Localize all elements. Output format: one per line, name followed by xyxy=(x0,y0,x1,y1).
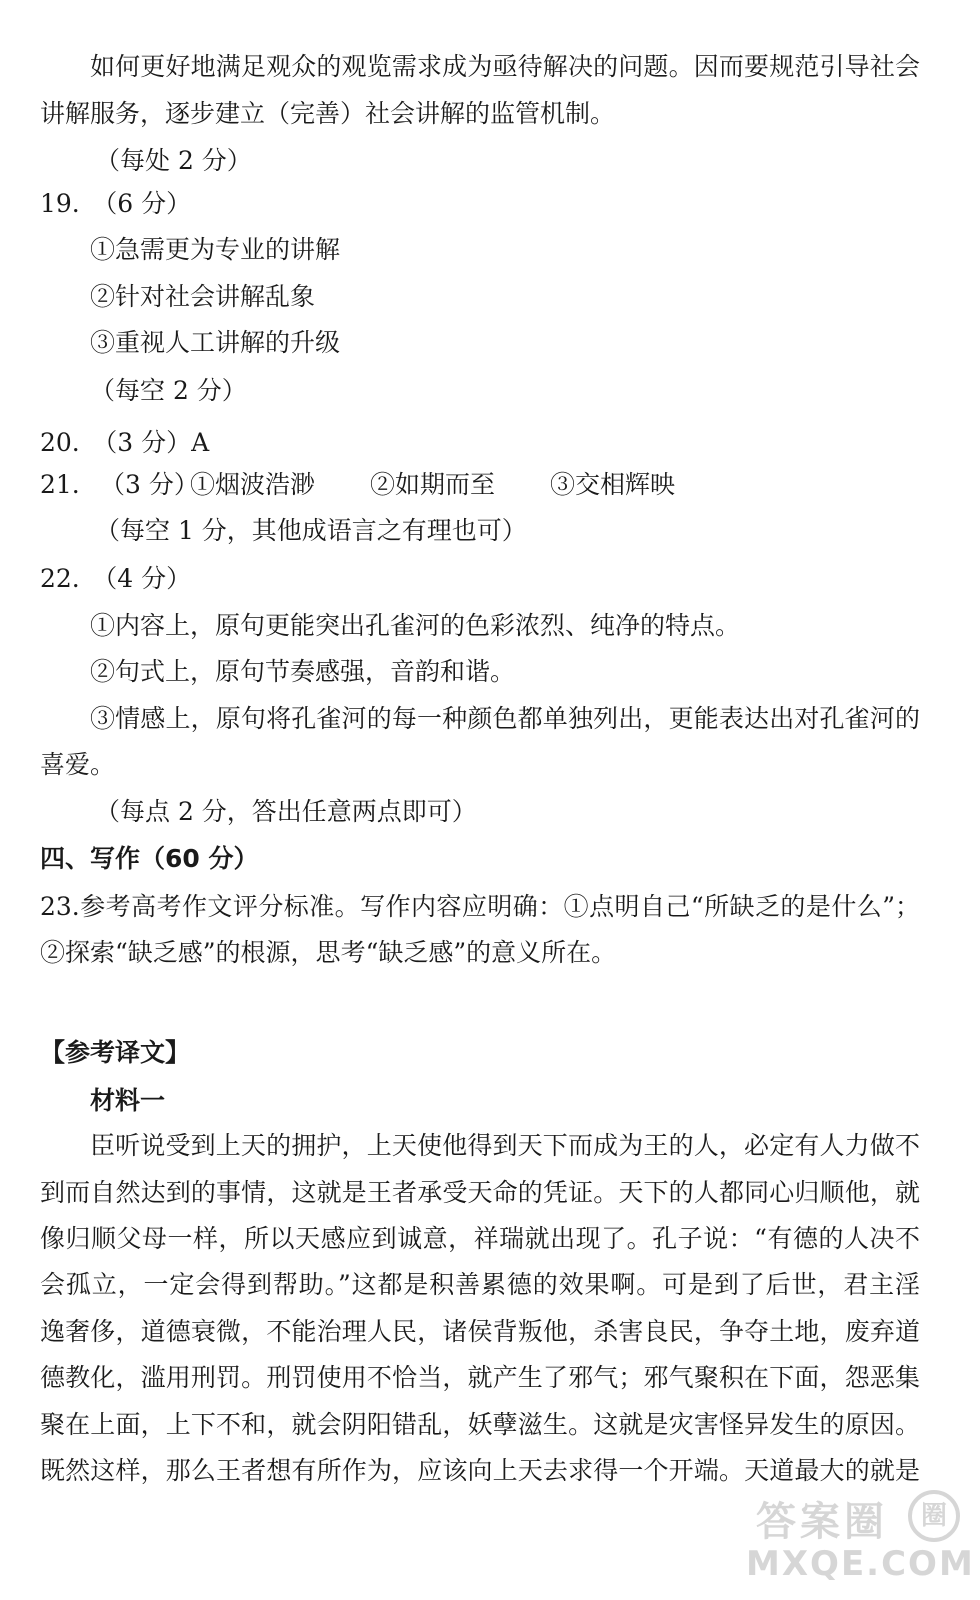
question-21-score: （3 分） xyxy=(100,470,199,499)
answer-item: ②如期而至 xyxy=(370,470,496,499)
watermark-url: MXQE.COM xyxy=(746,1544,975,1584)
text-line: 讲解服务，逐步建立（完善）社会讲解的监管机制。 xyxy=(40,99,616,128)
question-19-header: 19. （6 分） xyxy=(40,189,192,218)
site-watermark xyxy=(636,1490,975,1590)
answer-item: ②句式上，原句节奏感强，音韵和谐。 xyxy=(90,657,516,686)
answer-item: ①急需更为专业的讲解 xyxy=(90,235,341,264)
scoring-note: （每空 2 分） xyxy=(90,376,247,405)
answer-item: ③情感上，原句将孔雀河的每一种颜色都单独列出，更能表达出对孔雀河的 xyxy=(90,704,920,733)
text-line: 如何更好地满足观众的观览需求成为亟待解决的问题。因而要规范引导社会 xyxy=(90,52,920,81)
paragraph-line: 聚在上面，上下不和，就会阴阳错乱，妖孽滋生。这就是灾害怪异发生的原因。 xyxy=(40,1410,920,1439)
question-20-answer: 20. （3 分）A xyxy=(40,428,210,457)
paragraph-line: 像归顺父母一样，所以天感应到诚意，祥瑞就出现了。孔子说：“有德的人决不 xyxy=(40,1224,920,1253)
question-22-header: 22. （4 分） xyxy=(40,564,192,593)
scoring-note: （每空 1 分，其他成语言之有理也可） xyxy=(95,516,527,545)
section-heading: 四、写作（60 分） xyxy=(40,844,259,873)
watermark-logo-text: 答案圈 xyxy=(756,1499,888,1545)
paragraph-line: 臣听说受到上天的拥护，上天使他得到天下而成为王的人，必定有人力做不 xyxy=(90,1131,920,1160)
watermark-circle-icon: 圈 xyxy=(908,1490,960,1542)
answer-item: ①内容上，原句更能突出孔雀河的色彩浓烈、纯净的特点。 xyxy=(90,611,741,640)
answer-item: ②针对社会讲解乱象 xyxy=(90,282,316,311)
answer-item: ③重视人工讲解的升级 xyxy=(90,328,341,357)
question-23: 23.参考高考作文评分标准。写作内容应明确：①点明自己“所缺乏的是什么”； xyxy=(40,892,920,921)
text-line: ②探索“缺乏感”的根源，思考“缺乏感”的意义所在。 xyxy=(40,938,617,967)
scoring-note: （每点 2 分，答出任意两点即可） xyxy=(95,797,477,826)
answer-item: ①烟波浩渺 xyxy=(190,470,316,499)
reference-title: 【参考译文】 xyxy=(40,1038,191,1067)
material-heading: 材料一 xyxy=(90,1086,166,1115)
paragraph-line: 逸奢侈，道德衰微，不能治理人民，诸侯背叛他，杀害良民，争夺土地，废弃道 xyxy=(40,1317,920,1346)
paragraph-line: 既然这样，那么王者想有所作为，应该向上天去求得一个开端。天道最大的就是 xyxy=(40,1456,920,1485)
answer-item: ③交相辉映 xyxy=(550,470,676,499)
paragraph-line: 到而自然达到的事情，这就是王者承受天命的凭证。天下的人都同心归顺他，就 xyxy=(40,1178,920,1207)
paragraph-line: 会孤立，一定会得到帮助。”这都是积善累德的效果啊。可是到了后世，君主淫 xyxy=(40,1270,920,1299)
paragraph-line: 德教化，滥用刑罚。刑罚使用不恰当，就产生了邪气；邪气聚积在下面，怨恶集 xyxy=(40,1363,920,1392)
text-line: 喜爱。 xyxy=(40,750,116,779)
scoring-note: （每处 2 分） xyxy=(95,146,252,175)
question-21-number: 21. xyxy=(40,470,80,499)
